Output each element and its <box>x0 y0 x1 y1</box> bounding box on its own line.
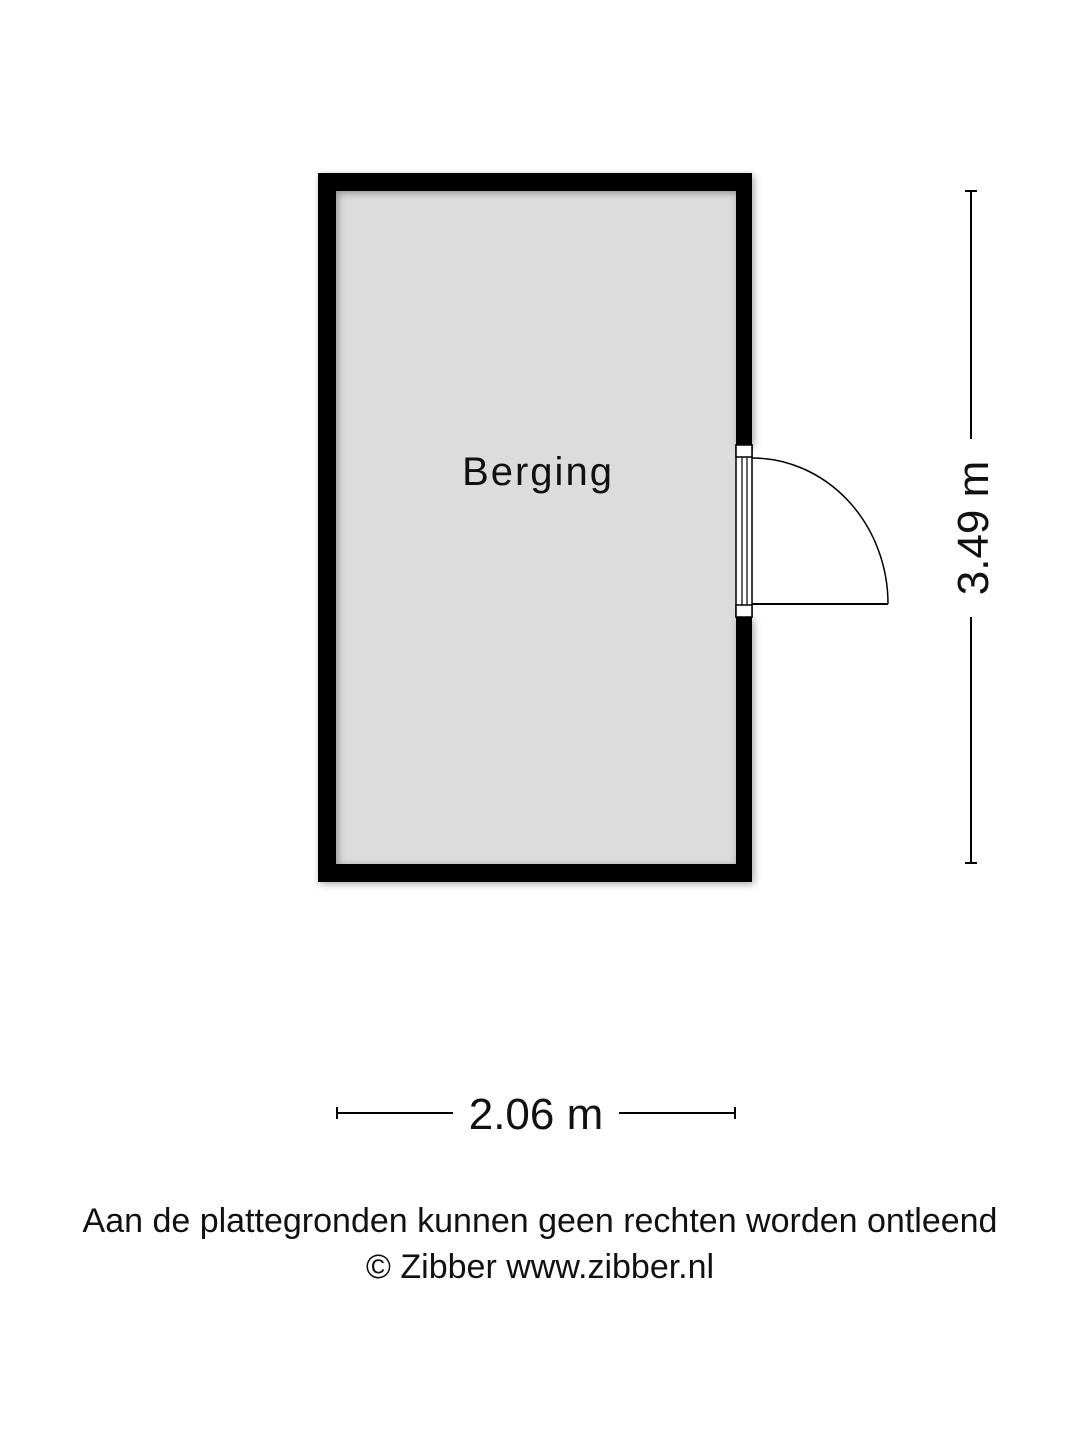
door-frame <box>736 445 752 617</box>
height-dimension-label: 3.49 m <box>949 460 998 596</box>
wall-top <box>318 173 752 191</box>
door <box>736 445 888 617</box>
wall-bottom <box>318 864 752 882</box>
door-jamb-bottom <box>736 605 752 617</box>
copyright-text: © Zibber www.zibber.nl <box>365 1248 715 1286</box>
room-floor <box>318 173 752 882</box>
wall-right-lower <box>736 617 752 882</box>
footer <box>0 1198 1080 1290</box>
door-swing-arc <box>752 458 888 604</box>
room-label: Berging <box>462 450 614 494</box>
width-dimension-label: 2.06 m <box>468 1090 604 1139</box>
disclaimer-text: Aan de plattegronden kunnen geen rechten worden ontleend <box>82 1202 998 1240</box>
wall-left <box>318 173 336 882</box>
door-jamb-top <box>736 445 752 457</box>
wall-right-upper <box>736 173 752 445</box>
